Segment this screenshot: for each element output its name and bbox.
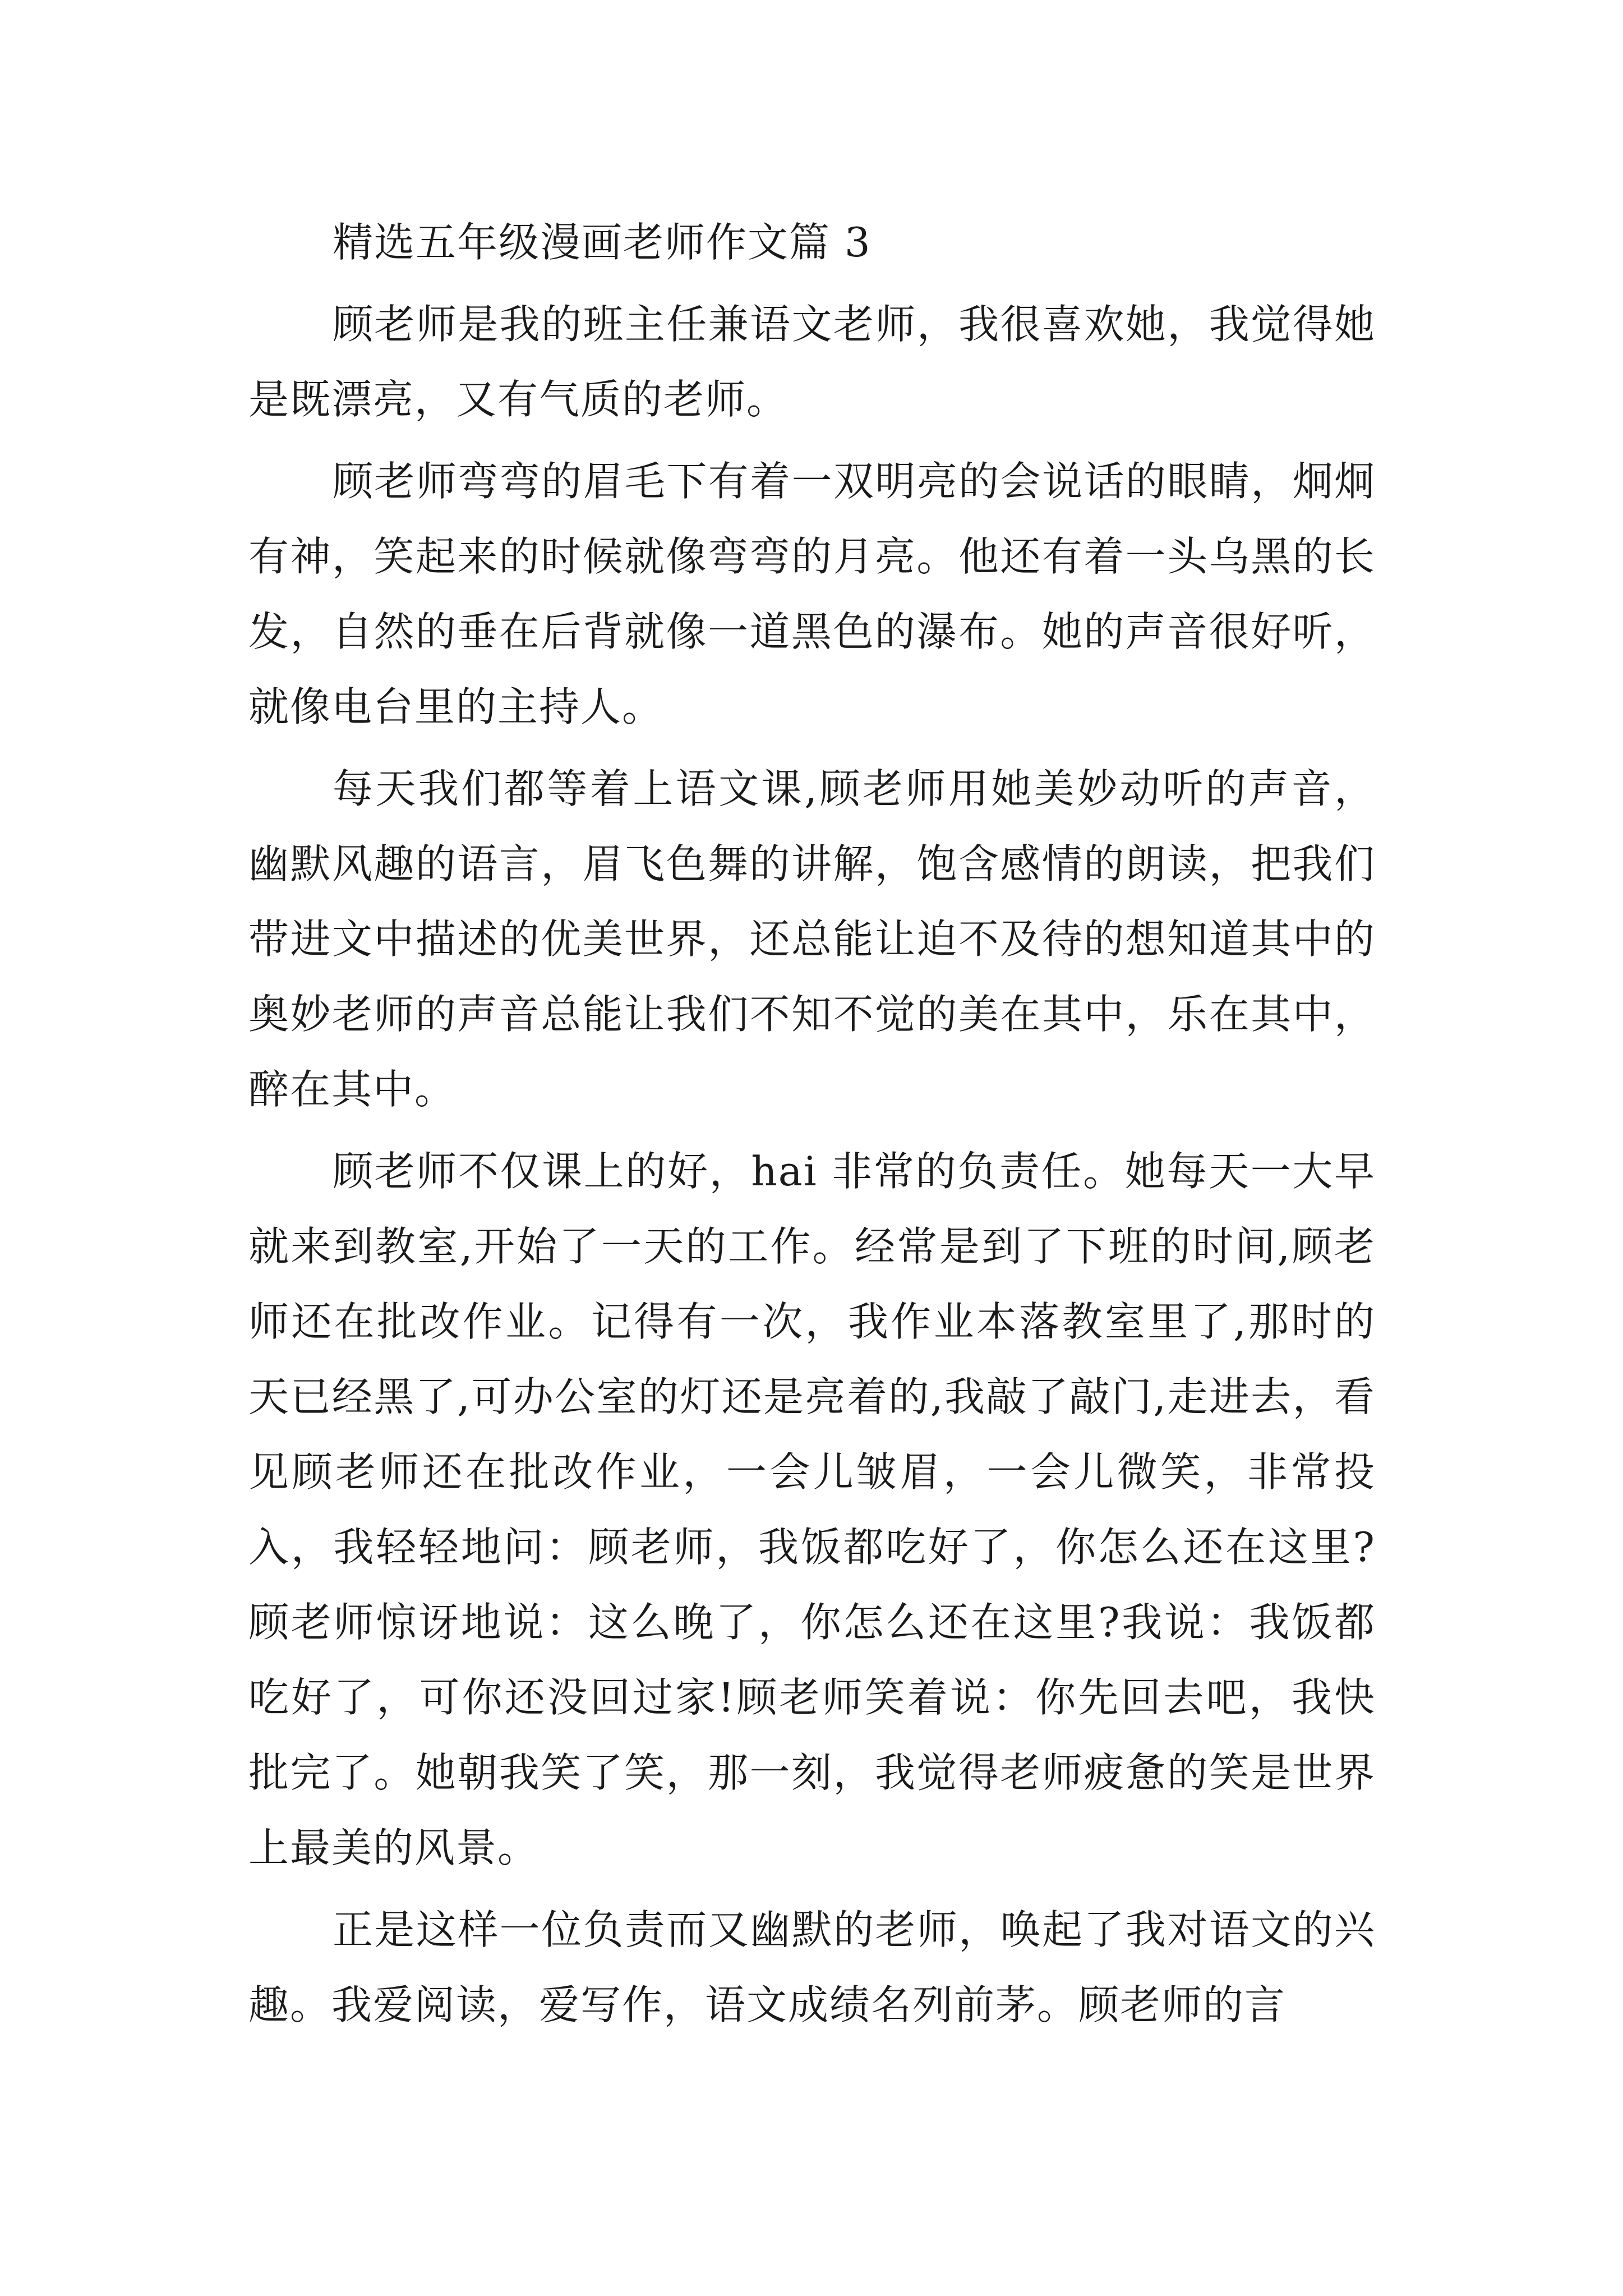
paragraph-4: 顾老师不仅课上的好，hai 非常的负责任。她每天一大早就来到教室,开始了一天的工作。经常是到了下班的时间,顾老师还在批改作业。记得有一次，我作业本落教室里了,那时的天已经黑了,可办公室的灯还是亮着的,我敲了敲门,走进去，看见顾老师还在批改作业，一会儿皱眉，一会儿微笑，非常投入，我轻轻地问：顾老师，我饭都吃好了，你怎么还在这里?顾老师惊讶地说：这么晚了，你怎么还在这里?我说：我饭都吃好了，可你还没回过家!顾老师笑着说：你先回去吧，我快批完了。她朝我笑了笑，那一刻，我觉得老师疲惫的笑是世界上最美的风景。 <box>248 1148 1376 1871</box>
document-body <box>248 205 1376 2049</box>
paragraph-2: 顾老师弯弯的眉毛下有着一双明亮的会说话的眼睛，炯炯有神，笑起来的时候就像弯弯的月亮。他还有着一头乌黑的长发，自然的垂在后背就像一道黑色的瀑布。她的声音很好听，就像电台里的主持人。 <box>248 458 1376 730</box>
document-title: 精选五年级漫画老师作文篇 3 <box>333 219 872 266</box>
paragraph-3: 每天我们都等着上语文课,顾老师用她美妙动听的声音，幽默风趣的语言，眉飞色舞的讲解，饱含感情的朗读，把我们带进文中描述的优美世界，还总能让迫不及待的想知道其中的奥妙老师的声音总能让我们不知不觉的美在其中，乐在其中，醉在其中。 <box>248 765 1376 1113</box>
paragraph-1: 顾老师是我的班主任兼语文老师，我很喜欢她，我觉得她是既漂亮，又有气质的老师。 <box>248 301 1376 423</box>
paragraph-5: 正是这样一位负责而又幽默的老师，唤起了我对语文的兴趣。我爱阅读，爱写作，语文成绩名列前茅。顾老师的言 <box>248 1906 1376 2028</box>
